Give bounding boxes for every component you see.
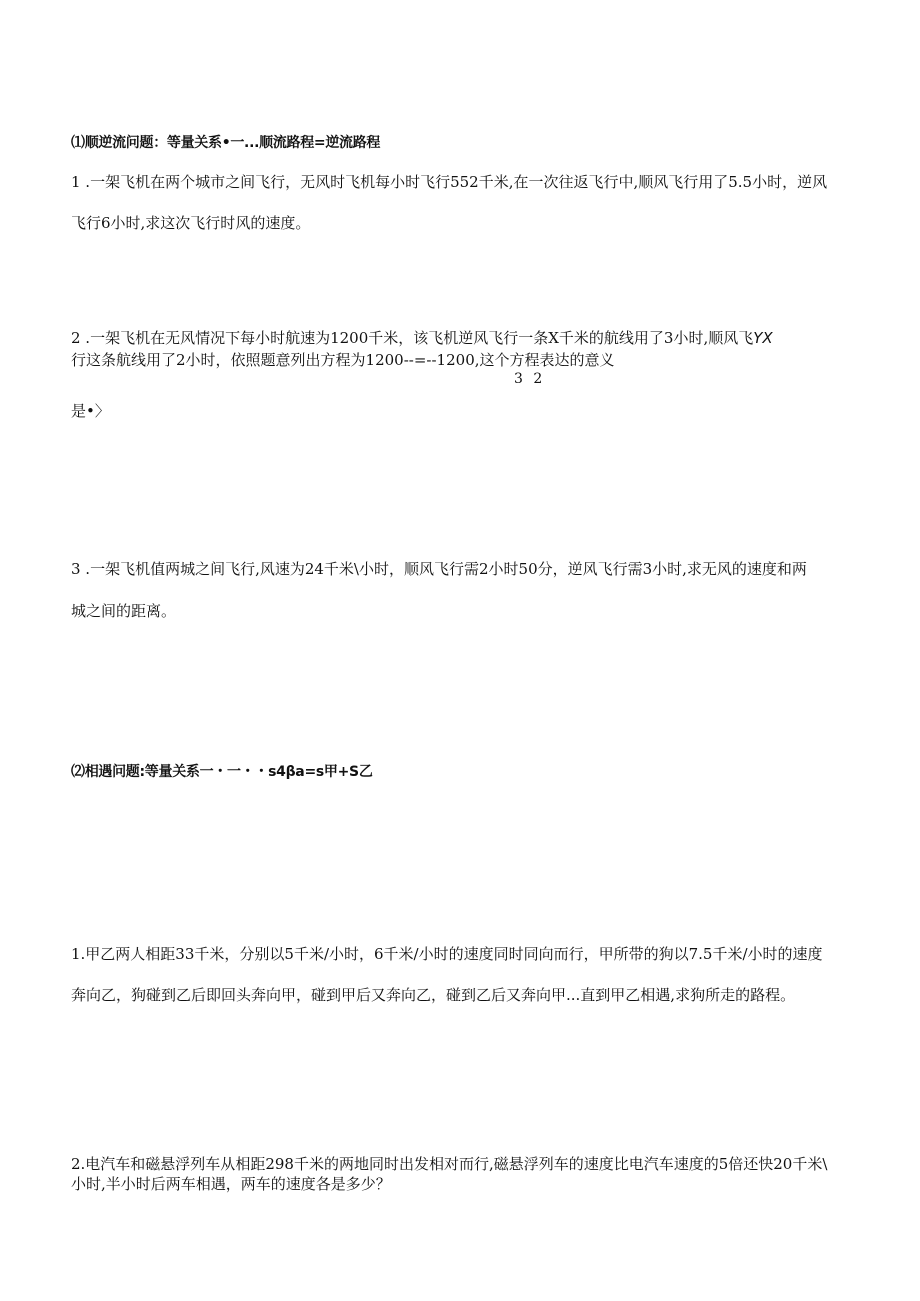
section1-problem2-line1-math: YX [753, 329, 773, 347]
section1-problem2-line1-text: 2 .一架飞机在无风情况下每小时航速为1200千米，该飞机逆风飞行一条X千米的航线用了3小时,顺风飞 [71, 329, 754, 347]
section1-problem1-line2: 飞行6小时,求这次飞行时风的速度。 [71, 214, 311, 232]
section1-heading: ⑴顺逆流问题：等量关系•一...顺流路程=逆流路程 [71, 135, 381, 151]
section2-heading: ⑵相遇问题:等量关系一・一・・s4βa=s甲+S乙 [71, 764, 373, 780]
section2-problem2-line1: 2.电汽车和磁悬浮列车从相距298千米的两地同时出发相对而行,磁悬浮列车的速度比电汽车速度的5倍还快20千米\ [71, 1155, 828, 1173]
section1-problem2-line2: 行这条航线用了2小时，依照题意列出方程为1200--=--1200,这个方程表达的意义 [71, 351, 615, 369]
section1-problem3-line1: 3 .一架飞机值两城之间飞行,风速为24千米\小时，顺风飞行需2小时50分，逆风飞行需3小时,求无风的速度和两 [71, 560, 807, 578]
section2-problem1-line2: 奔向乙，狗碰到乙后即回头奔向甲，碰到甲后又奔向乙，碰到乙后又奔向甲...直到甲乙相遇,求狗所走的路程。 [71, 986, 796, 1004]
section1-problem1-line1: 1 .一架飞机在两个城市之间飞行，无风时飞机每小时飞行552千米,在一次往返飞行中,顺风飞行用了5.5小时，逆风 [71, 173, 828, 191]
section1-problem2-line3: 是•〉 [71, 402, 110, 420]
section1-problem3-line2: 城之间的距离。 [71, 602, 177, 620]
section1-problem2-denominators: 3 2 [514, 371, 543, 387]
section1-problem2-line1 [71, 328, 773, 348]
section2-problem1-line1: 1.甲乙两人相距33千米，分别以5千米/小时，6千米/小时的速度同时同向而行，甲所带的狗以7.5千米/小时的速度 [71, 945, 823, 963]
section2-problem2-line2: 小时,半小时后两车相遇，两车的速度各是多少？ [71, 1175, 391, 1193]
